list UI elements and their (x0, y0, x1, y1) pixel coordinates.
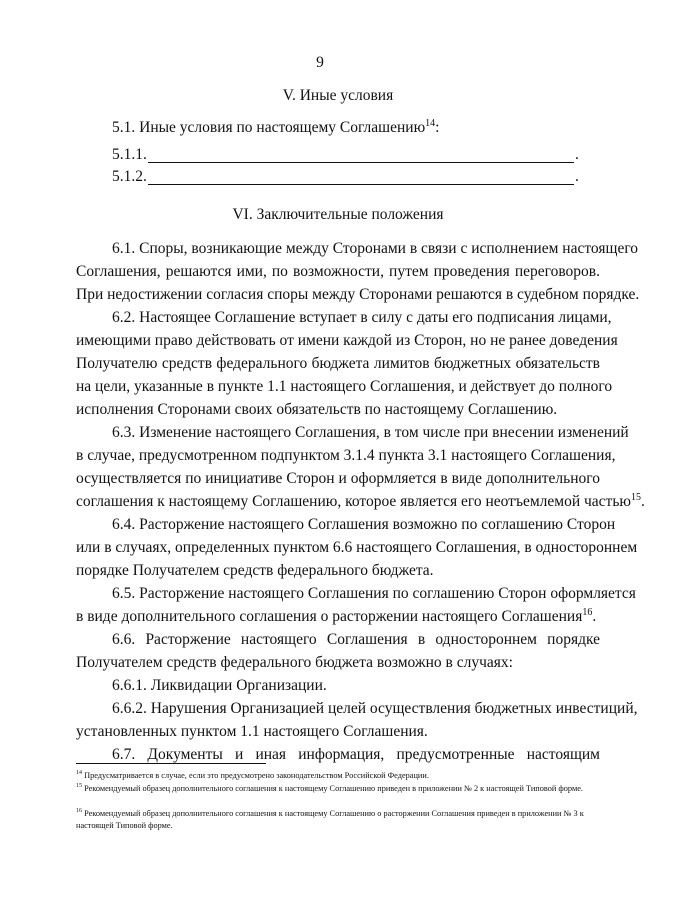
text-line: имеющими право действовать от имени каждой из Сторон, но не ранее доведения (76, 332, 618, 349)
footnote-16 (76, 808, 604, 832)
text-line: 6.4. Расторжение настоящего Соглашения возможно по соглашению Сторон (112, 516, 616, 533)
text-line: 6.7. Документы и иная информация, предусмотренные настоящим (112, 746, 600, 763)
clause-5-1-1-label: 5.1.1. (112, 146, 147, 163)
text-line: Получателю средств федерального бюджета лимитов бюджетных обязательств (76, 355, 600, 372)
clause-5-1-end: : (435, 119, 440, 136)
blank-line (148, 162, 574, 163)
clause-5-1-2-end: . (575, 168, 579, 185)
text-line: 6.6.1. Ликвидации Организации. (112, 677, 327, 694)
text-line: или в случаях, определенных пунктом 6.6 настоящего Соглашения, в одностороннем (76, 539, 638, 556)
text-line: Получателем средств федерального бюджета возможно в случаях: (76, 654, 513, 671)
section-6-heading: VI. Заключительные положения (232, 206, 444, 223)
footnote-ref-14: 14 (425, 117, 436, 129)
footnote-text: Предусматривается в случае, если это предусмотрено законодательством Российской Федерации. (84, 771, 429, 780)
text-line: 6.1. Споры, возникающие между Сторонами в связи с исполнением настоящего (112, 240, 639, 257)
footnote-separator (76, 763, 266, 764)
text-line-end: . (592, 608, 597, 625)
footnote-14 (76, 770, 604, 782)
footnote-ref-16: 16 (582, 606, 593, 618)
text-line: При недостижении согласия споры между Сторонами решаются в судебном порядке. (76, 286, 640, 303)
page-number: 9 (316, 54, 324, 71)
text-line: 6.6. Расторжение настоящего Соглашения в одностороннем порядке (112, 631, 600, 648)
section-5-heading: V. Иные условия (282, 87, 394, 104)
text-line: установленных пунктом 1.1 настоящего Соглашения. (76, 723, 428, 740)
text-line: порядке Получателем средств федерального бюджета. (76, 562, 434, 579)
text-line: исполнения Сторонами своих обязательств по настоящему Соглашению. (76, 401, 558, 418)
text-line: 6.5. Расторжение настоящего Соглашения по соглашению Сторон оформляется (112, 585, 636, 602)
text-line-end: . (640, 493, 645, 510)
clause-5-1-text: 5.1. Иные условия по настоящему Соглашению (112, 119, 426, 136)
text-line: на цели, указанные в пункте 1.1 настоящего Соглашения, и действует до полного (76, 378, 613, 395)
footnote-text: Рекомендуемый образец дополнительного соглашения к настоящему Соглашению о расторжении Соглашения приведен в приложении № 3 к настоящей Типовой форме. (76, 809, 584, 830)
footnote-15 (76, 783, 604, 795)
text-line: 6.2. Настоящее Соглашение вступает в силу с даты его подписания лицами, (112, 309, 612, 326)
text-line-content: соглашения к настоящему Соглашению, которое является его неотъемлемой частью (76, 493, 631, 510)
text-line: 6.6.2. Нарушения Организацией целей осуществления бюджетных инвестиций, (112, 700, 638, 717)
text-line: в случае, предусмотренном подпунктом 3.1.4 пункта 3.1 настоящего Соглашения, (76, 447, 616, 464)
footnote-ref-15: 15 (630, 491, 641, 503)
footnote-mark: 16 (76, 808, 82, 815)
clause-5-1 (112, 115, 439, 141)
footnote-mark: 14 (76, 770, 82, 777)
text-line: Соглашения, решаются ими, по возможности, путем проведения переговоров. (76, 263, 600, 280)
text-line: осуществляется по инициативе Сторон и оформляется в виде дополнительного (76, 470, 600, 487)
footnote-text: Рекомендуемый образец дополнительного соглашения к настоящему Соглашению приведен в приложении № 2 к настоящей Типовой форме. (84, 784, 583, 793)
clause-5-1-1-end: . (575, 146, 579, 163)
text-line: 6.3. Изменение настоящего Соглашения, в том числе при внесении изменений (112, 424, 629, 441)
blank-line (148, 184, 574, 185)
footnote-mark: 15 (76, 783, 82, 790)
clause-5-1-2-label: 5.1.2. (112, 168, 147, 185)
text-line-content: в виде дополнительного соглашения о расторжении настоящего Соглашения (76, 608, 583, 625)
